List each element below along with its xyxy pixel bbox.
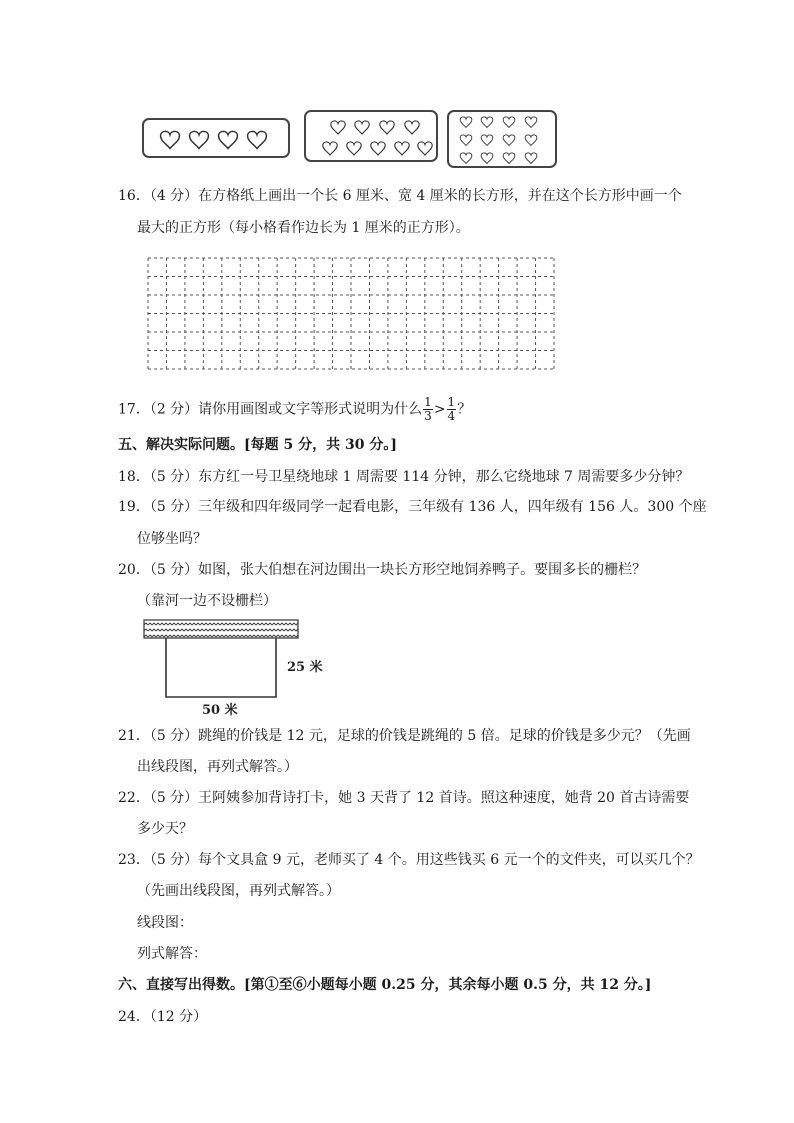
frac2-numerator: 1 (447, 395, 456, 409)
q17-line (118, 396, 471, 423)
q23-line3: 线段图： (137, 915, 193, 931)
river-rectangle-diagram (140, 616, 340, 720)
compare-sign: > (433, 401, 446, 418)
q20-line1: 20．（5 分）如图，张大伯想在河边围出一块长方形空地饲养鸭子。要围多长的栅栏？ (118, 562, 647, 578)
width-label: 25 米 (287, 660, 323, 675)
q23-line2: （先画出线段图，再列式解答。） (137, 883, 340, 899)
q23-line4: 列式解答： (137, 946, 207, 962)
frac1-denominator: 3 (424, 409, 432, 423)
q22-line2: 多少天？ (137, 821, 193, 837)
length-label: 50 米 (202, 703, 238, 718)
frac2-denominator: 4 (447, 409, 456, 423)
q23-line1: 23．（5 分）每个文具盒 9 元，老师买了 4 个。用这些钱买 6 元一个的文件夹，可以买几个？ (118, 852, 700, 868)
q24: 24．（12 分） (118, 1009, 208, 1025)
q20-line2: （靠河一边不设栅栏） (137, 593, 277, 609)
q21-line2: 出线段图，再列式解答。） (137, 759, 298, 775)
fraction-one-third (423, 396, 433, 423)
heart-icon-group-2 (323, 121, 432, 155)
river-band (144, 620, 298, 638)
section5-heading: 五、解决实际问题。[每题 5 分，共 30 分。] (118, 437, 397, 453)
q19-line2: 位够坐吗？ (137, 531, 207, 547)
q21-line1: 21．（5 分）跳绳的价钱是 12 元，足球的价钱是跳绳的 5 倍。足球的价钱是多少元？（先画 (118, 728, 691, 744)
q19-line1: 19．（5 分）三年级和四年级同学一起看电影，三年级有 136 人，四年级有 156 人。300 个座 (118, 499, 707, 515)
heart-icon-group-1 (161, 131, 267, 148)
grid-paper (146, 256, 556, 371)
section6-heading: 六、直接写出得数。[第①至⑥小题每小题 0.25 分，其余每小题 0.5 分，共 12 分。] (118, 977, 652, 993)
q16-line1: 16．（4 分）在方格纸上画出一个长 6 厘米、宽 4 厘米的长方形，并在这个长方形中画一个 (118, 188, 682, 204)
fraction-one-fourth (447, 396, 457, 423)
fence-outline (166, 638, 276, 697)
q22-line1: 22．（5 分）王阿姨参加背诗打卡，她 3 天背了 12 首诗。照这种速度，她背 20 首古诗需要 (118, 790, 690, 806)
q18: 18．（5 分）东方红一号卫星绕地球 1 周需要 114 分钟，那么它绕地球 7 周需要多少分钟？ (118, 469, 690, 485)
q17-suffix: ？ (457, 401, 472, 418)
heart-icon-group-3 (460, 117, 537, 164)
q16-line2: 最大的正方形（每小格看作边长为 1 厘米的正方形）。 (137, 220, 470, 236)
heart-icons (0, 0, 794, 180)
q17-prefix: 17．（2 分）请你用画图或文字等形式说明为什么 (118, 401, 423, 418)
frac1-numerator: 1 (424, 395, 432, 409)
